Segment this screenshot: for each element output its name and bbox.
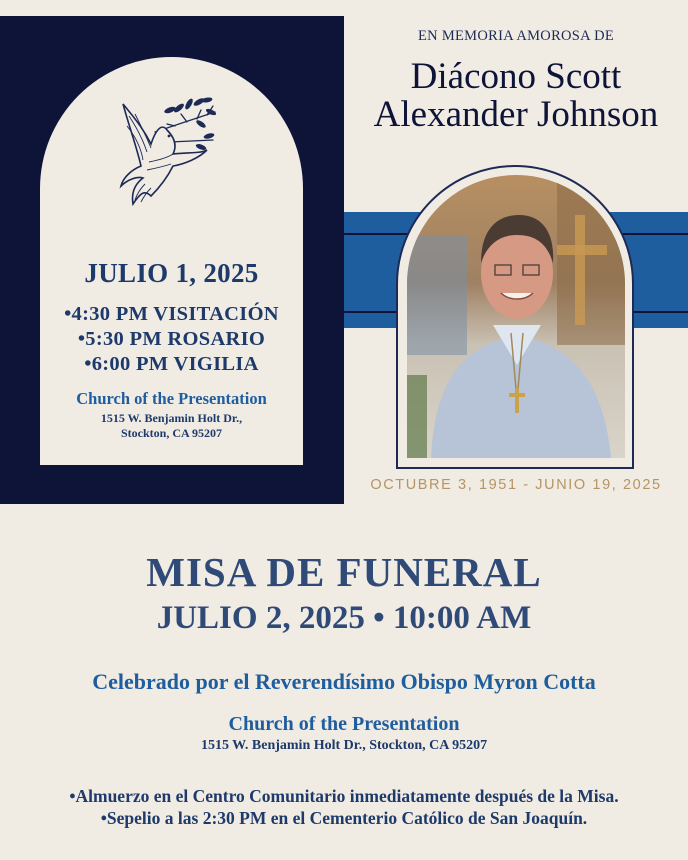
church-address (40, 411, 303, 441)
church-name: Church of the Presentation (76, 389, 267, 408)
visitation-date: JULIO 1, 2025 (84, 258, 259, 288)
funeral-church-name: Church of the Presentation (228, 713, 460, 735)
funeral-title: MISA DE FUNERAL (146, 549, 542, 595)
funeral-datetime: JULIO 2, 2025 • 10:00 AM (156, 600, 532, 636)
address-line: 1515 W. Benjamin Holt Dr., (100, 411, 243, 425)
schedule-item: •6:00 PM VIGILIA (84, 353, 259, 375)
address-line: Stockton, CA 95207 (120, 426, 222, 440)
celebrant-line: Celebrado por el Reverendísimo Obispo Myron Cotta (92, 669, 596, 694)
dove-with-olive-branch-icon (115, 92, 225, 208)
in-memory-heading: EN MEMORIA AMOROSA DE (417, 28, 615, 44)
schedule-list (40, 302, 303, 377)
name-line: Alexander Johnson (373, 94, 659, 135)
life-dates: OCTUBRE 3, 1951 - JUNIO 19, 2025 (370, 477, 662, 493)
name-line: Diácono Scott (410, 56, 622, 97)
funeral-church-address: 1515 W. Benjamin Holt Dr., Stockton, CA 95207 (200, 738, 488, 753)
deceased-name (344, 58, 688, 134)
notes-list (0, 785, 688, 829)
note-item: •Almuerzo en el Centro Comunitario inmediatamente después de la Misa. (69, 786, 619, 806)
schedule-item: •5:30 PM ROSARIO (77, 328, 266, 350)
schedule-item: •4:30 PM VISITACIÓN (64, 303, 279, 325)
portrait-photo (407, 175, 625, 458)
note-item: •Sepelio a las 2:30 PM en el Cementerio Católico de San Joaquín. (100, 808, 588, 828)
